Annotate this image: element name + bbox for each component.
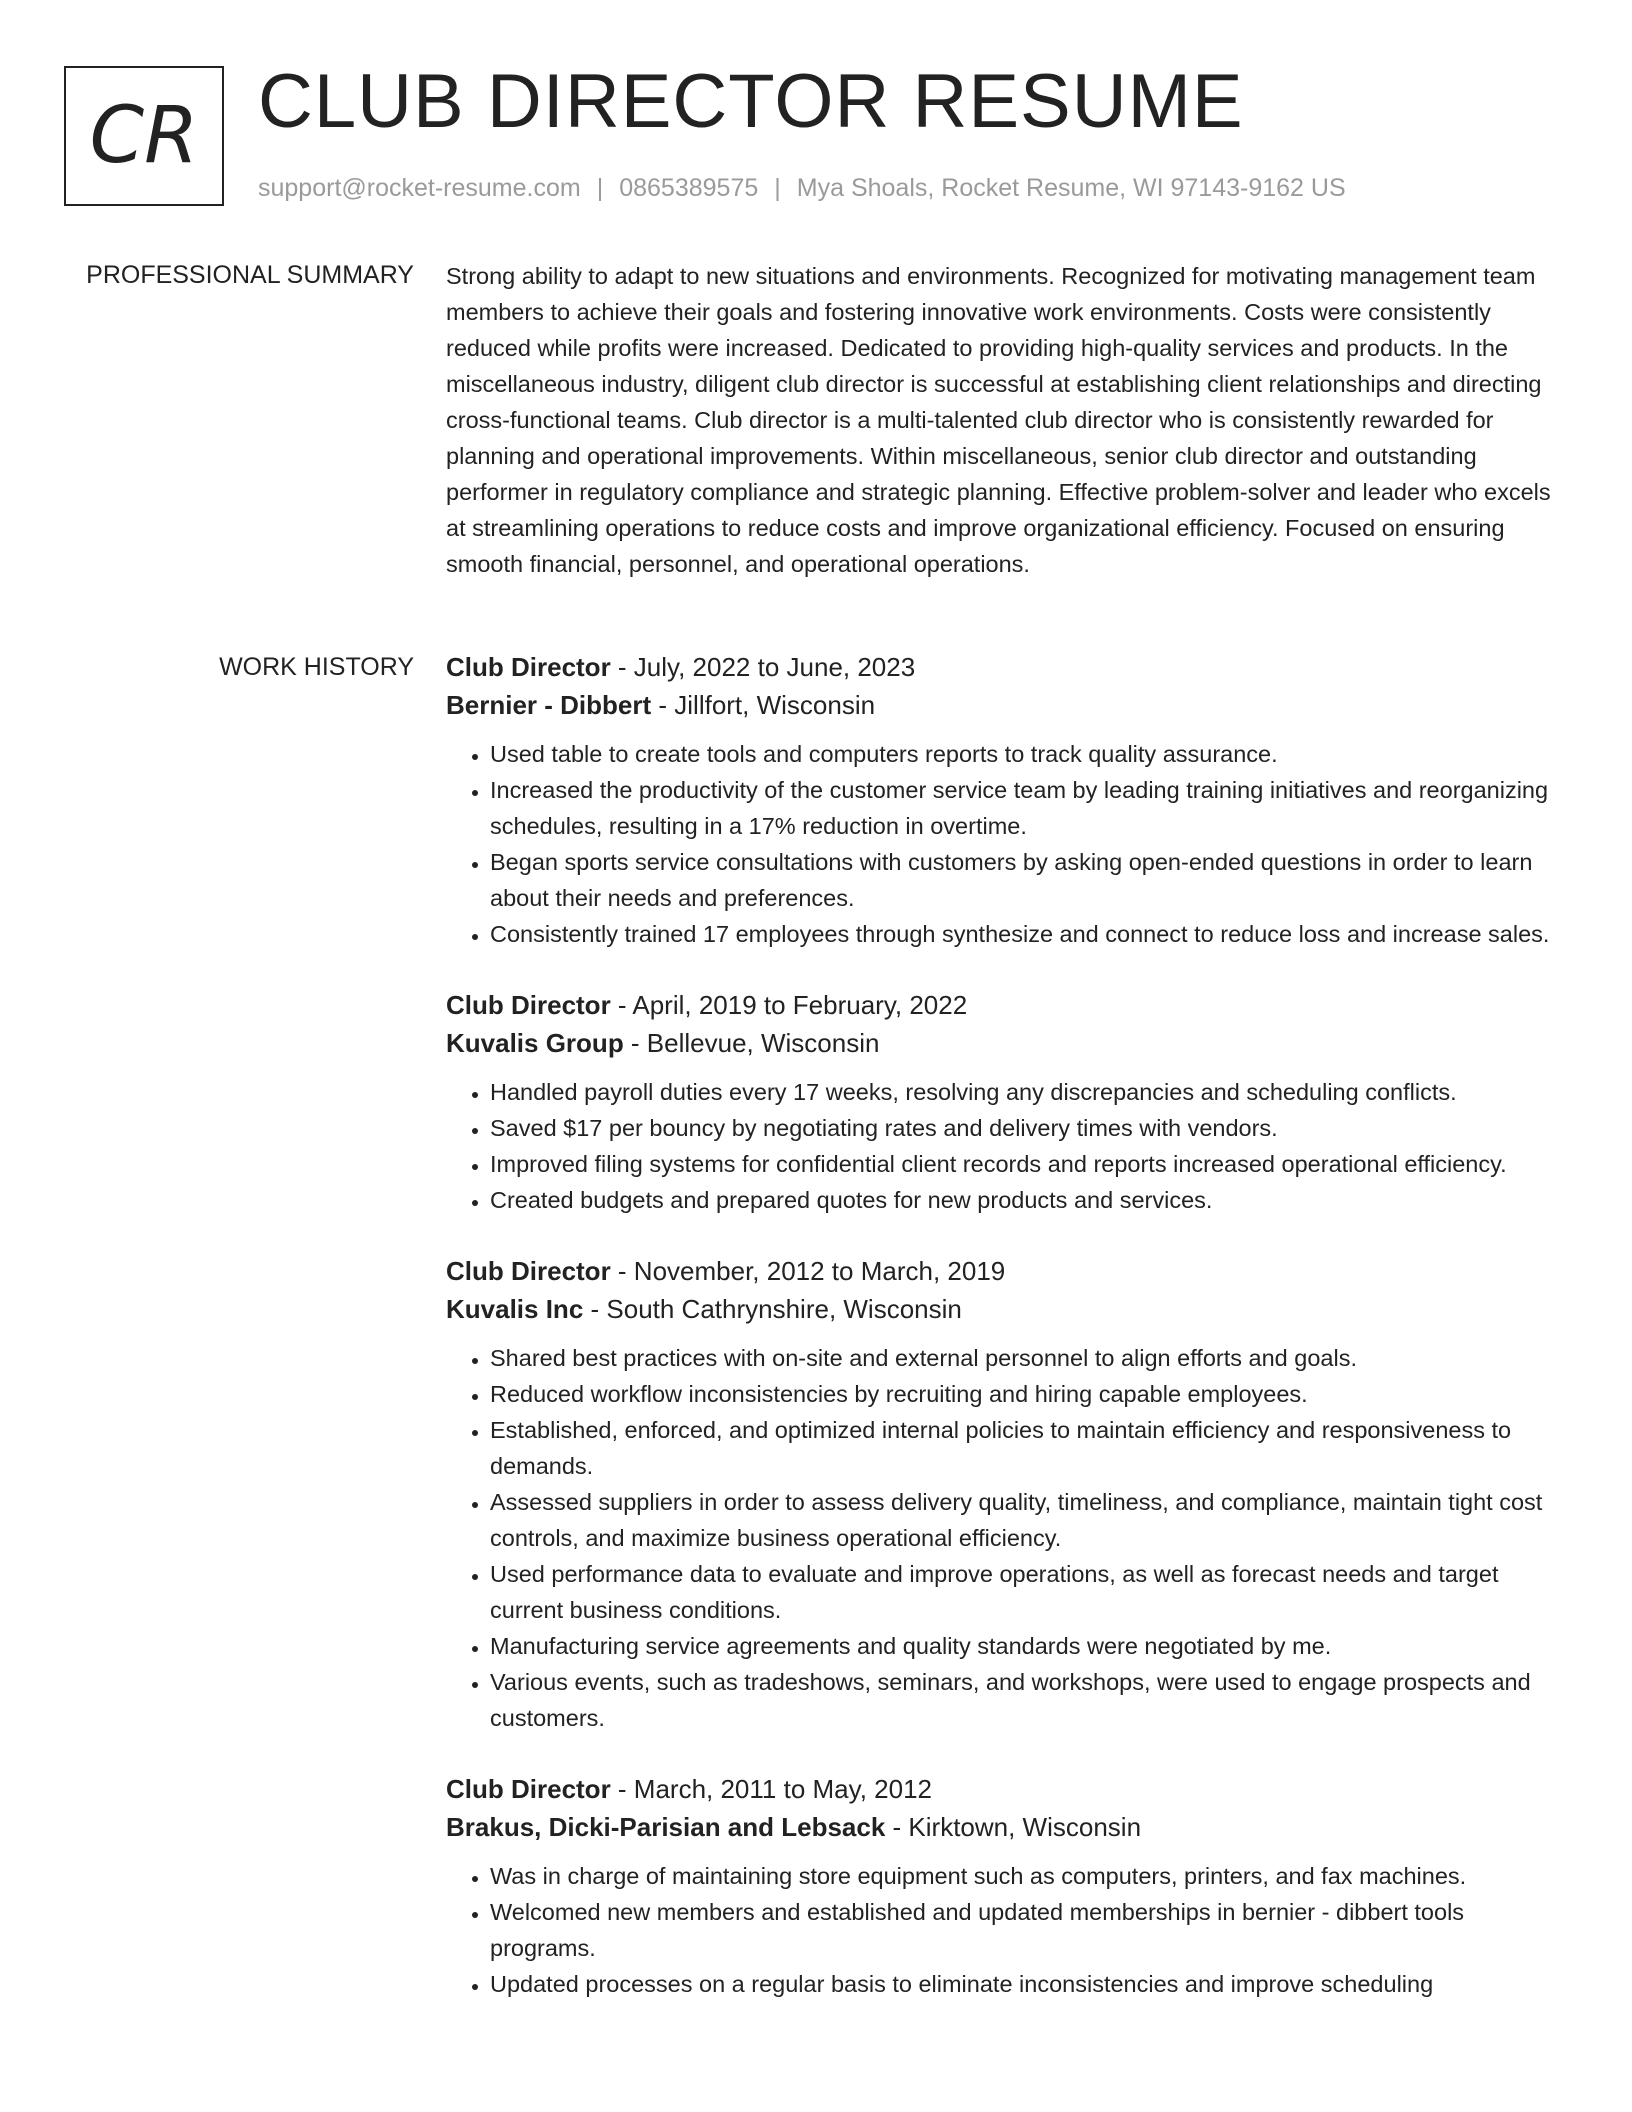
job-company: Brakus, Dicki-Parisian and Lebsack <box>446 1812 886 1842</box>
contact-line <box>258 174 1346 203</box>
job-bullets <box>446 1074 1556 1218</box>
monogram-logo: CR <box>64 66 224 206</box>
job-bullet: • Handled payroll duties every 17 weeks, resolving any discrepancies and scheduling conflicts. <box>490 1074 1556 1110</box>
job-bullet: • Improved filing systems for confidential client records and reports increased operational efficiency. <box>490 1146 1556 1182</box>
job-company: Kuvalis Group <box>446 1028 624 1058</box>
job-entry <box>446 1770 1556 2002</box>
job-company: Kuvalis Inc <box>446 1294 584 1324</box>
job-bullet: • Welcomed new members and established and updated memberships in bernier - dibbert tools programs. <box>490 1894 1556 1966</box>
job-location: - Bellevue, Wisconsin <box>623 1028 880 1058</box>
job-company-line <box>446 686 1556 724</box>
job-bullet: • Various events, such as tradeshows, seminars, and workshops, were used to engage prospects and customers. <box>490 1664 1556 1736</box>
job-location: - South Cathrynshire, Wisconsin <box>583 1294 962 1324</box>
job-title-line <box>446 648 1556 686</box>
job-bullets <box>446 1858 1556 2002</box>
job-title-line <box>446 1770 1556 1808</box>
job-bullets <box>446 1340 1556 1736</box>
job-bullet: • Assessed suppliers in order to assess delivery quality, timeliness, and compliance, maintain tight cost controls, and maximize business operational efficiency. <box>490 1484 1556 1556</box>
job-bullet: • Used performance data to evaluate and improve operations, as well as forecast needs and target current business conditions. <box>490 1556 1556 1628</box>
job-bullet: • Created budgets and prepared quotes for new products and services. <box>490 1182 1556 1218</box>
job-bullet: • Increased the productivity of the customer service team by leading training initiatives and reorganizing schedules, resulting in a 17% reduction in overtime. <box>490 772 1556 844</box>
job-dates: - April, 2019 to February, 2022 <box>610 990 968 1020</box>
job-company-line <box>446 1024 1556 1062</box>
job-bullet: • Established, enforced, and optimized internal policies to maintain efficiency and responsiveness to demands. <box>490 1412 1556 1484</box>
work-history-list <box>446 648 1556 2036</box>
job-bullet: • Consistently trained 17 employees through synthesize and connect to reduce loss and increase sales. <box>490 916 1556 952</box>
contact-phone: 0865389575 <box>619 174 759 202</box>
job-title: Club Director <box>446 1256 611 1286</box>
work-history-section-label: WORK HISTORY <box>219 653 414 681</box>
job-entry <box>446 648 1556 952</box>
job-bullet: • Shared best practices with on-site and external personnel to align efforts and goals. <box>490 1340 1556 1376</box>
contact-address: Mya Shoals, Rocket Resume, WI 97143-9162 US <box>796 174 1346 202</box>
job-bullet: • Updated processes on a regular basis to eliminate inconsistencies and improve scheduling <box>490 1966 1556 2002</box>
job-dates: - July, 2022 to June, 2023 <box>610 652 916 682</box>
contact-separator: | <box>774 174 781 202</box>
contact-email: support@rocket-resume.com <box>258 174 581 202</box>
summary-text: Strong ability to adapt to new situations and environments. Recognized for motivating management team members to achieve their goals and fostering innovative work environments. Costs were consistently reduced while profits were increased. Dedicated to providing high-quality services and products. In the miscellaneous industry, diligent club director is successful at establishing client relationships and directing cross-functional teams. Club director is a multi-talented club director who is consistently rewarded for planning and operational improvements. Within miscellaneous, senior club director and outstanding performer in regulatory compliance and strategic planning. Effective problem-solver and leader who excels at streamlining operations to reduce costs and improve organizational efficiency. Focused on ensuring smooth financial, personnel, and operational operations. <box>446 263 1551 577</box>
job-bullet: • Manufacturing service agreements and quality standards were negotiated by me. <box>490 1628 1556 1664</box>
job-bullet: • Used table to create tools and computers reports to track quality assurance. <box>490 736 1556 772</box>
job-bullet: • Reduced workflow inconsistencies by recruiting and hiring capable employees. <box>490 1376 1556 1412</box>
job-title: Club Director <box>446 652 611 682</box>
job-bullet: • Began sports service consultations with customers by asking open-ended questions in order to learn about their needs and preferences. <box>490 844 1556 916</box>
contact-separator: | <box>596 174 604 202</box>
job-title-line <box>446 1252 1556 1290</box>
summary-section-label: PROFESSIONAL SUMMARY <box>86 261 414 289</box>
job-company-line <box>446 1290 1556 1328</box>
job-dates: - March, 2011 to May, 2012 <box>610 1774 932 1804</box>
job-company: Bernier - Dibbert <box>446 690 652 720</box>
job-title: Club Director <box>446 1774 611 1804</box>
job-bullet: • Was in charge of maintaining store equipment such as computers, printers, and fax machines. <box>490 1858 1556 1894</box>
job-title-line <box>446 986 1556 1024</box>
resume-title: CLUB DIRECTOR RESUME <box>258 59 1244 144</box>
job-location: - Jillfort, Wisconsin <box>651 690 876 720</box>
job-company-line <box>446 1808 1556 1846</box>
job-dates: - November, 2012 to March, 2019 <box>610 1256 1006 1286</box>
job-bullets <box>446 736 1556 952</box>
job-location: - Kirktown, Wisconsin <box>885 1812 1142 1842</box>
job-entry <box>446 986 1556 1218</box>
job-title: Club Director <box>446 990 611 1020</box>
job-entry <box>446 1252 1556 1736</box>
job-bullet: • Saved $17 per bouncy by negotiating rates and delivery times with vendors. <box>490 1110 1556 1146</box>
